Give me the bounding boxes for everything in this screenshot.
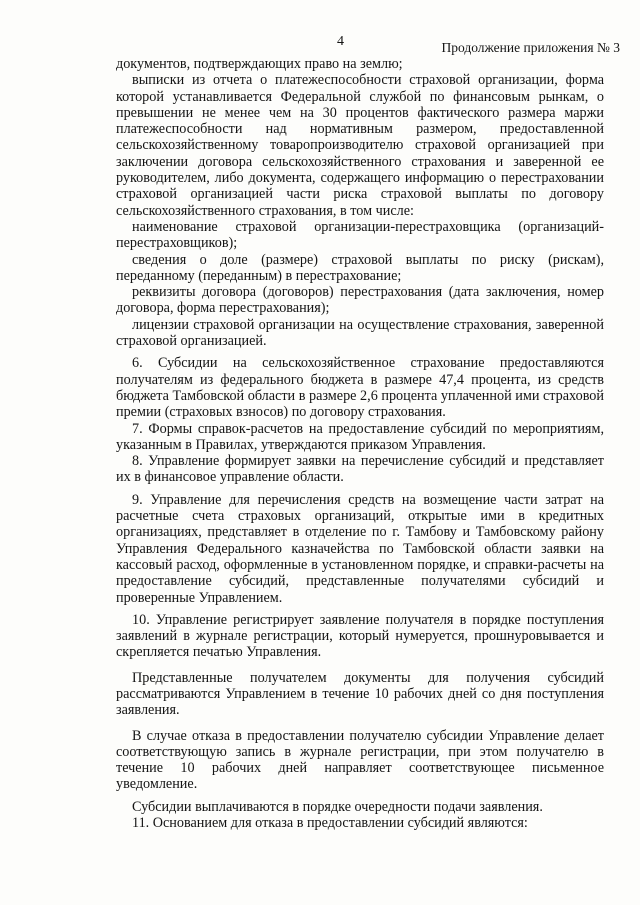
paragraph: выписки из отчета о платежеспособности страховой организации, форма которой устанавливается Федеральной службой по финансовым рынкам, о превышении не менее чем на 30 процентов фактического размера маржи платежеспособности над нормативным размером, предоставленной сельскохозяйственному товаропроизводителю страховой организацией при заключении договора сельскохозяйственного страхования и заверенной ее руководителем, либо документа, содержащего информацию о перестраховании страховой организацией части риска страховой выплаты по договору сельскохозяйственного страхования, в том числе: — [116, 72, 604, 219]
paragraph: реквизиты договора (договоров) перестрахования (дата заключения, номер договора, форма перестрахования); — [116, 284, 604, 317]
paragraph: наименование страховой организации-перестраховщика (организаций-перестраховщиков); — [116, 218, 604, 252]
paragraph: документов, подтверждающих право на землю; — [116, 56, 403, 72]
paragraph: лицензии страховой организации на осуществление страхования, заверенной страховой организацией. — [116, 316, 604, 350]
paragraph-item-10: 10. Управление регистрирует заявление получателя в порядке поступления заявлений в журнале регистрации, который нумеруется, прошнуровывается и скрепляется печатью Управления. — [116, 611, 604, 661]
paragraph-item-11: 11. Основанием для отказа в предоставлении субсидий являются: — [132, 815, 528, 832]
paragraph: сведения о доле (размере) страховой выплаты по риску (рискам), переданному (переданным) в перестрахование; — [116, 251, 604, 284]
appendix-continuation-header: Продолжение приложения № 3 — [441, 40, 620, 55]
paragraph-item-9: 9. Управление для перечисления средств на возмещение части затрат на расчетные счета страховых организаций, открытые ими в кредитных организациях, представляет в отделение по г. Тамбову и Тамбовскому району Управления Федерального казначейства по Тамбовской области заявки на кассовый расход, оформленные в установленном порядке, и справки-расчеты на предоставление субсидий, представленные получателями субсидий и проверенные Управлением. — [116, 491, 604, 606]
paragraph-item-8: 8. Управление формирует заявки на перечисление субсидий и представляет их в финансовое управление области. — [116, 453, 604, 486]
paragraph-item-7: 7. Формы справок-расчетов на предоставление субсидий по мероприятиям, указанным в Правилах, утверждаются приказом Управления. — [116, 420, 604, 453]
page-number: 4 — [337, 34, 344, 49]
paragraph: В случае отказа в предоставлении получателю субсидии Управление делает соответствующую запись в журнале регистрации, при этом получателю в течение 10 рабочих дней направляет соответствующее письменное уведомление. — [116, 727, 604, 793]
paragraph-item-6: 6. Субсидии на сельскохозяйственное страхование предоставляются получателям из федерального бюджета в размере 47,4 процента, из средств бюджета Тамбовской области в размере 2,6 процента уплаченной ими страховой премии (страховых взносов) по договору страхования. — [116, 355, 604, 421]
paragraph: Субсидии выплачиваются в порядке очередности подачи заявления. — [132, 798, 543, 815]
paragraph: Представленные получателем документы для получения субсидий рассматриваются Управлением в течение 10 рабочих дней со дня поступления заявления. — [116, 669, 604, 719]
document-body — [116, 56, 604, 831]
